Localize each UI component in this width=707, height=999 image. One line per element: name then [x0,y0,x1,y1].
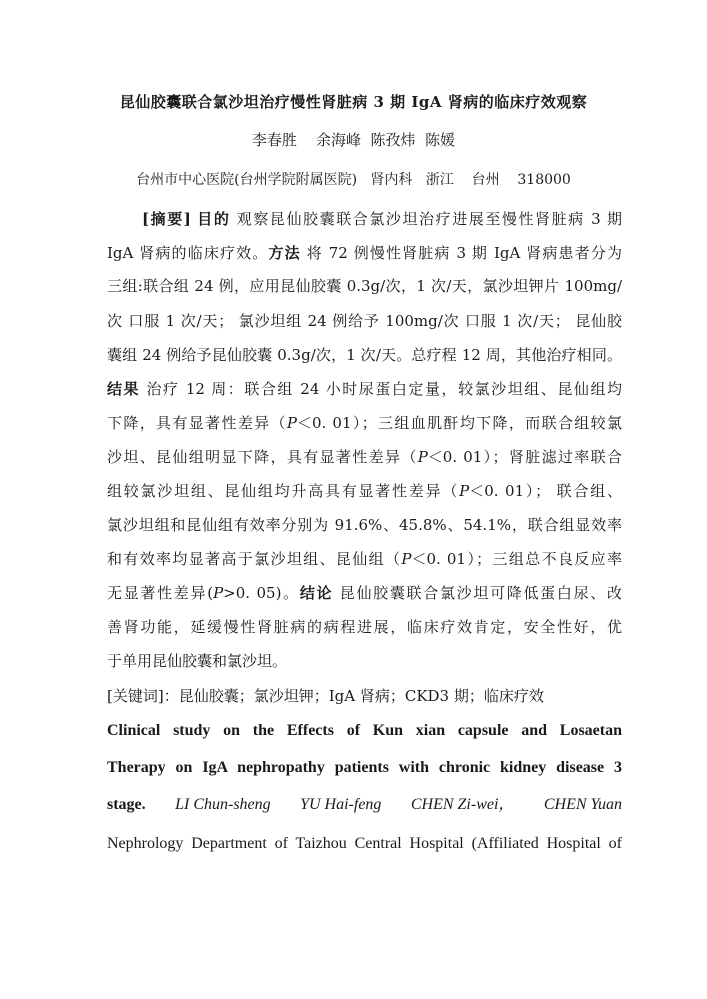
abstract-line-9 [107,478,622,504]
p-symbol: P [459,482,470,500]
keywords-line [107,683,544,709]
affiliation: 台州市中心医院(台州学院附属医院) 肾内科 浙江 台州 318000 [136,172,571,188]
abstract-line-11 [107,546,622,572]
abstract-text: ＜0. 01）； 联合组、 [469,482,622,500]
abstract-line-2 [107,240,622,266]
p-symbol: P [417,448,428,466]
abstract-text: 和有效率均显著高于氯沙坦组、昆仙组（ [107,550,402,568]
abstract-line-5: 囊组 24 例给予昆仙胶囊 0.3g/次，1 次/天。总疗程 12 周，其他治疗相同。 [107,346,622,364]
abstract-line-12 [107,580,622,606]
p-symbol: P [401,550,412,568]
abstract-text: 下降，具有显著性差异（ [107,414,287,432]
abstract-text: IgA 肾病的临床疗效。 [107,244,269,262]
abstract-line-7 [107,410,622,436]
abstract-text: 昆仙胶囊联合氯沙坦可降低蛋白尿、改 [339,584,622,602]
abstract-text: ＜0. 01）；三组总不良反应率 [411,550,622,568]
keywords-text: 昆仙胶囊；氯沙坦钾；IgA 肾病；CKD3 期；临床疗效 [178,687,544,705]
paper-title: 昆仙胶囊联合氯沙坦治疗慢性肾脏病 3 期 IgA 肾病的临床疗效观察 [119,93,588,111]
abstract-line-1 [142,206,622,232]
english-title-line-1: Clinical study on the Effects of Kun xian capsule and Losaetan [107,722,622,739]
english-author: YU Hai-feng [300,796,382,813]
english-title-line-2: Therapy on IgA nephropathy patients with chronic kidney disease 3 [107,759,622,776]
abstract-text: 组较氯沙坦组、昆仙组均升高具有显著性差异（ [107,482,460,500]
english-authors-line [107,792,622,818]
abstract-text: >0. 05)。 [223,584,300,602]
abstract-text: ＜0. 01）；肾脏滤过率联合 [427,448,622,466]
english-author: LI Chun-sheng [175,796,271,813]
author-list: 李春胜 余海峰 陈孜炜 陈媛 [251,131,456,149]
method-label: 方法 [268,244,301,262]
abstract-text: ＜0. 01）；三组血肌酐均下降，而联合组较氯 [296,414,622,432]
abstract-text: 观察昆仙胶囊联合氯沙坦治疗进展至慢性肾脏病 3 期 [236,210,622,228]
abstract-line-6 [107,376,622,402]
p-symbol: P [286,414,297,432]
abstract-label: [摘要] [142,210,191,228]
p-symbol: P [213,584,224,602]
abstract-text: 无显著性差异( [107,584,214,602]
english-affiliation-line-1: Nephrology Department of Taizhou Central Hospital (Affiliated Hospital of [107,835,622,852]
abstract-line-14: 于单用昆仙胶囊和氯沙坦。 [107,652,288,670]
abstract-line-13: 善肾功能，延缓慢性肾脏病的病程进展，临床疗效肯定，安全性好，优 [107,618,622,636]
abstract-text: 将 72 例慢性肾脏病 3 期 IgA 肾病患者分为 [306,244,622,262]
abstract-line-3: 三组:联合组 24 例，应用昆仙胶囊 0.3g/次，1 次/天，氯沙坦钾片 100mg/ [107,277,622,295]
objective-label: 目的 [197,210,231,228]
abstract-text: 沙坦、昆仙组明显下降，具有显著性差异（ [107,448,418,466]
conclusion-label: 结论 [299,584,334,602]
abstract-line-8 [107,444,622,470]
abstract-line-10: 氯沙坦组和昆仙组有效率分别为 91.6%、45.8%、54.1%，联合组显效率 [107,516,622,534]
english-author: CHEN Zi-wei， [410,796,515,813]
result-label: 结果 [107,380,141,398]
abstract-text: 治疗 12 周：联合组 24 小时尿蛋白定量，较氯沙坦组、昆仙组均 [146,380,622,398]
abstract-line-4: 次 口服 1 次/天； 氯沙坦组 24 例给予 100mg/次 口服 1 次/天； 昆仙胶 [107,312,622,330]
english-author: CHEN Yuan [543,796,622,813]
keywords-label: [关键词]： [107,687,179,705]
english-title-line-3: stage. [107,796,146,813]
